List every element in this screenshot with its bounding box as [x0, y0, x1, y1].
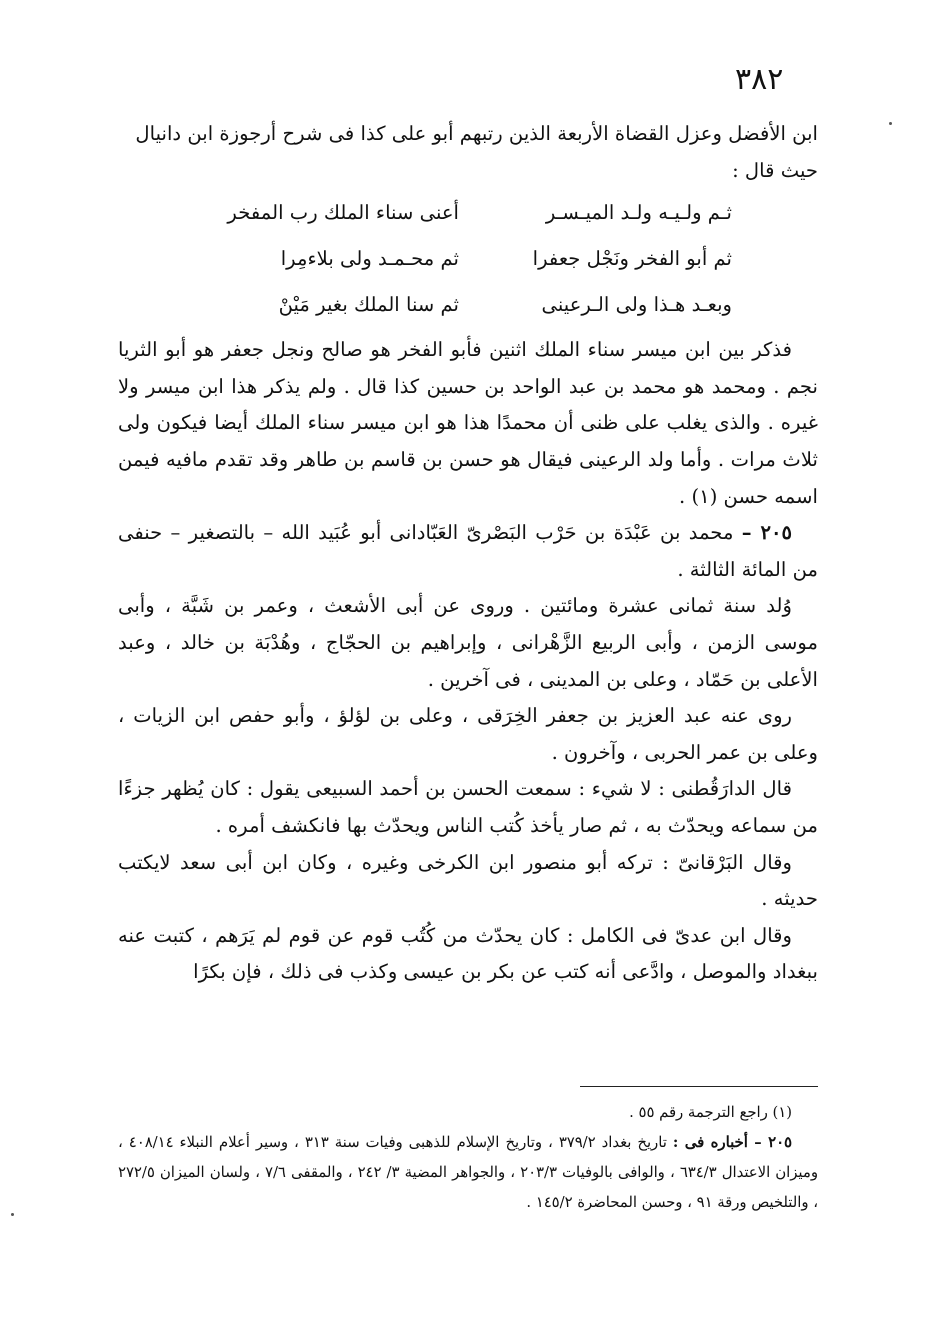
- footnote-2-label: ٢٠٥ – أخباره فى :: [672, 1134, 792, 1151]
- verse-left-hemistich: ثم سنا الملك بغير مَيْنْ: [278, 293, 459, 317]
- verse-left-hemistich: ثم محـمـد ولى بلاءمِرا: [280, 247, 459, 271]
- verse-right-hemistich: وبعـد هـذا ولى الـرعينى: [541, 293, 732, 317]
- main-text: [118, 116, 818, 991]
- footnote-divider: [580, 1086, 818, 1087]
- verse-right-hemistich: ثـم ولـيـه ولـد الميـسـر: [545, 201, 732, 225]
- paragraph-birth: وُلد سنة ثمانى عشرة ومائتين . وروى عن أبى الأشعث ، وعمر بن شَبَّة ، وأبى موسى الزمن ، وأبى الربيع الزَّهْرانى ، وإبراهيم بن الحجّاج ، وهُدْبَة بن خالد ، وعبد الأعلى بن حَمّاد ، وعلى بن المدينى ، فى آخرين .: [118, 594, 818, 691]
- poem: [118, 190, 818, 328]
- poem-verse: [118, 236, 818, 282]
- entry-heading: [118, 515, 818, 588]
- paragraph-narrators: روى عنه عبد العزيز بن جعفر الخِرَقى ، وعلى بن لؤلؤ ، وأبو حفص ابن الزيات ، وعلى بن عمر الحربى ، وآخرون .: [118, 704, 818, 764]
- scan-speck: [11, 1213, 14, 1216]
- paragraph-barqani: وقال البَرْقانىّ : تركه أبو منصور ابن الكرخى وغيره ، وكان ابن أبى سعد لايكتب حديثه .: [118, 850, 818, 911]
- footnote-2: [118, 1128, 818, 1218]
- verse-left-hemistich: أعنى سناء الملك رب المفخر: [227, 201, 459, 225]
- paragraph-commentary: فذكر بين ابن ميسر سناء الملك اثنين فأبو الفخر هو صالح ونجل جعفر هو أبو الثريا نجم . ومحمد هو محمد بن عبد الواحد بن حسين كذا قال . ولم يذكر هذا ابن ميسر ولا غيره . والذى يغلب على ظنى أن محمدًا هذا هو ابن ميسر سناء الملك أيضا فيكون ولى ثلاث مرات . وأما ولد الرعينى فيقال هو حسن بن قاسم بن طاهر وقد تقدم مافيه فيمن اسمه حسن (١) .: [118, 338, 818, 508]
- page-number: ٣٨٢: [735, 62, 784, 97]
- intro-line-1: ابن الأفضل وعزل القضاة الأربعة الذين رتبهم أبو على كذا فى شرح أرجوزة ابن دانيال: [135, 122, 818, 145]
- entry-title: محمد بن عَبْدَة بن حَرْب البَصْرىّ العَبّادانى أبو عُبَيد الله – بالتصغير – حنفى من المائة الثالثة .: [118, 521, 818, 581]
- intro-line-2: حيث قال :: [732, 158, 818, 182]
- poem-verse: [118, 282, 818, 328]
- poem-verse: [118, 190, 818, 236]
- entry-number: ٢٠٥ –: [741, 521, 793, 545]
- footnote-1: (١) راجع الترجمة رقم ٥٥ .: [629, 1104, 792, 1121]
- paragraph-ibn-adi: وقال ابن عدىّ فى الكامل : كان يحدّث من كُتُب قوم عن قوم لم يَرَهم ، كتبت عنه ببغداد والموصل ، وادَّعى أنه كتب عن بكر بن عيسى وكذب فى ذلك ، فإن بكرًا: [118, 923, 818, 984]
- scan-speck: [889, 122, 892, 125]
- verse-right-hemistich: ثم أبو الفخر ونَجْل جعفرا: [532, 247, 732, 271]
- footnote-2-text: تاريخ بغداد ٣٧٩/٢ ، وتاريخ الإسلام للذهبى وفيات سنة ٣١٣ ، وسير أعلام النبلاء ٤٠٨/١٤ ، وميزان الاعتدال ٦٣٤/٣ ، والوافى بالوفيات ٢٠٣/٣ ، والجواهر المضية ٣/ ٢٤٢ ، والمقفى ٧/٦ ، ولسان الميزان ٢٧٢/٥ ، والتلخيص ورقة ٩١ ، وحسن المحاضرة ١٤٥/٢ .: [118, 1134, 818, 1211]
- footnotes: [118, 1098, 818, 1218]
- paragraph-daraqutni: قال الدارَقُطنى : لا شيء : سمعت الحسن بن أحمد السبيعى يقول : كان يُظهر جزءًا من سماعه ويحدّث به ، ثم صار يأخذ كُتب الناس ويحدّث بها فانكشف أمره .: [118, 777, 818, 837]
